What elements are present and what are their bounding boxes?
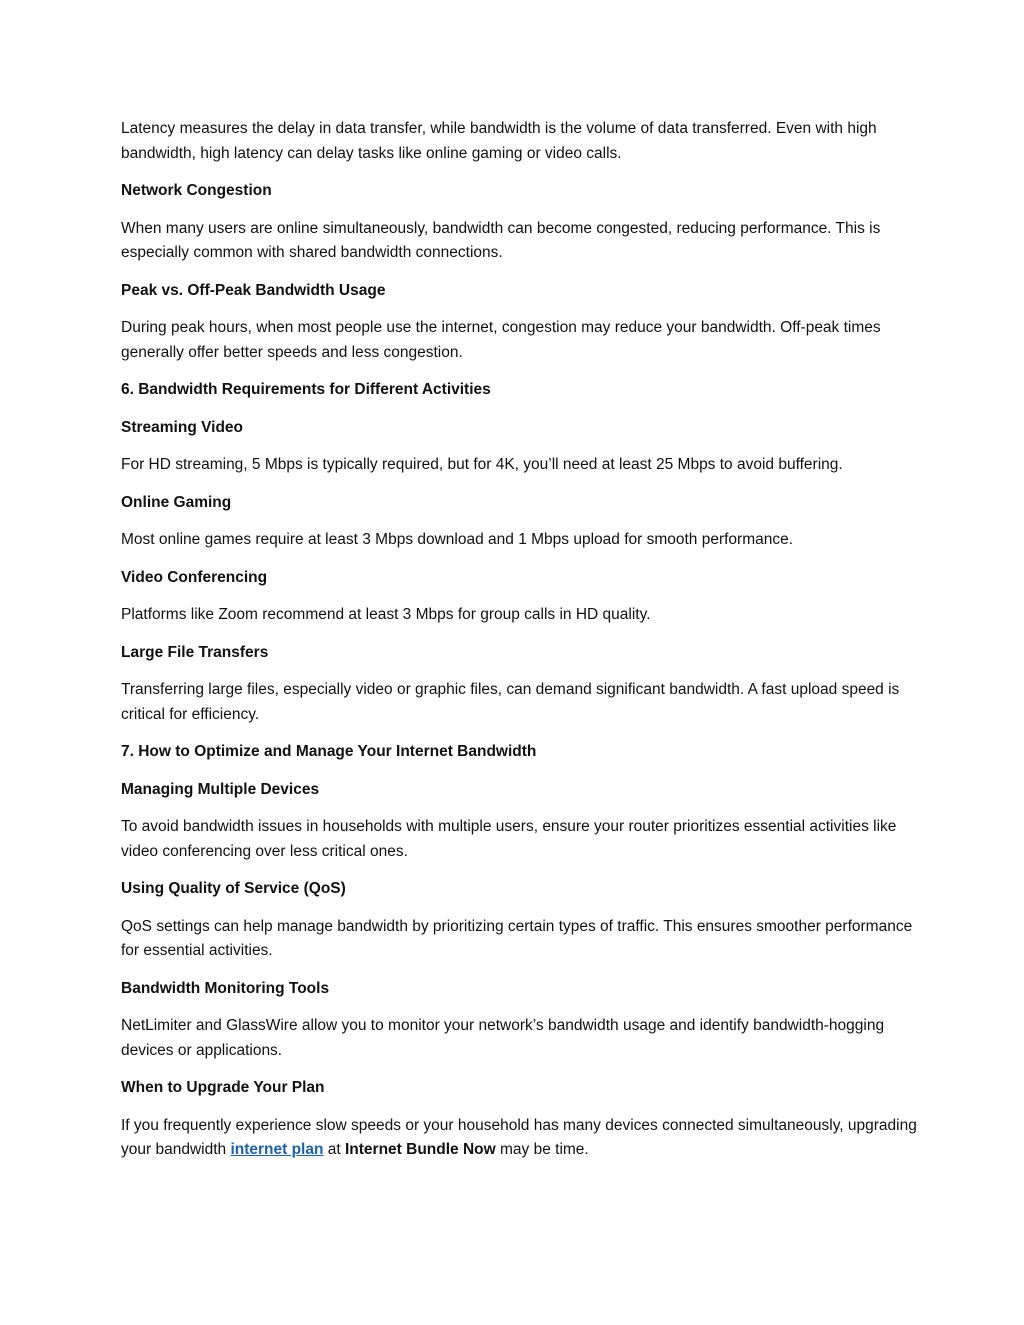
- qos-heading: Using Quality of Service (QoS): [121, 880, 346, 897]
- online-gaming-heading: Online Gaming: [121, 493, 232, 511]
- streaming-video-paragraph: For HD streaming, 5 Mbps is typically required, but for 4K, you’ll need at least 25 Mbps to avoid buffering.: [121, 456, 843, 473]
- section-7-heading: 7. How to Optimize and Manage Your Internet Bandwidth: [121, 743, 537, 760]
- peak-usage-heading: Peak vs. Off-Peak Bandwidth Usage: [121, 281, 386, 299]
- video-conferencing-heading: Video Conferencing: [121, 568, 268, 586]
- network-congestion-paragraph: When many users are online simultaneously, bandwidth can become congested, reducing performance. This is especially common with shared bandwidth connections.: [121, 219, 881, 261]
- network-congestion-heading: Network Congestion: [121, 182, 272, 199]
- latency-paragraph: Latency measures the delay in data transfer, while bandwidth is the volume of data transferred. Even with high bandwidth, high latency can delay tasks like online gaming or video calls.: [121, 120, 877, 162]
- brand-name: Internet Bundle Now: [345, 1141, 496, 1158]
- peak-usage-paragraph: During peak hours, when most people use the internet, congestion may reduce your bandwidth. Off-peak times generally offer better speeds and less congestion.: [121, 319, 881, 361]
- upgrade-text-after: may be time.: [495, 1141, 589, 1158]
- multiple-devices-paragraph: To avoid bandwidth issues in households with multiple users, ensure your router prioritizes essential activities like video conferencing over less critical ones.: [121, 818, 897, 860]
- upgrade-plan-heading: When to Upgrade Your Plan: [121, 1079, 325, 1096]
- video-conferencing-paragraph: Platforms like Zoom recommend at least 3 Mbps for group calls in HD quality.: [121, 606, 651, 623]
- streaming-video-heading: Streaming Video: [121, 418, 244, 436]
- large-file-transfers-heading: Large File Transfers: [121, 643, 269, 661]
- upgrade-text-middle: at: [323, 1141, 345, 1158]
- monitoring-tools-paragraph: NetLimiter and GlassWire allow you to monitor your network’s bandwidth usage and identify bandwidth-hogging devices or applications.: [121, 1017, 885, 1059]
- multiple-devices-heading: Managing Multiple Devices: [121, 780, 320, 798]
- upgrade-plan-paragraph: [121, 1114, 921, 1163]
- monitoring-tools-heading: Bandwidth Monitoring Tools: [121, 979, 330, 997]
- large-file-transfers-paragraph: Transferring large files, especially video or graphic files, can demand significant bandwidth. A fast upload speed is critical for efficiency.: [121, 681, 900, 723]
- upgrade-text-before: If you frequently experience slow speeds or your household has many devices connected simultaneously, upgrading your bandwidth: [121, 1116, 917, 1158]
- qos-paragraph: QoS settings can help manage bandwidth by prioritizing certain types of traffic. This ensures smoother performance for essential activities.: [121, 917, 913, 959]
- internet-plan-link[interactable]: internet plan: [230, 1141, 324, 1158]
- online-gaming-paragraph: Most online games require at least 3 Mbps download and 1 Mbps upload for smooth performance.: [121, 531, 794, 548]
- section-6-heading: 6. Bandwidth Requirements for Different Activities: [121, 381, 491, 398]
- document-page: [121, 117, 921, 1176]
